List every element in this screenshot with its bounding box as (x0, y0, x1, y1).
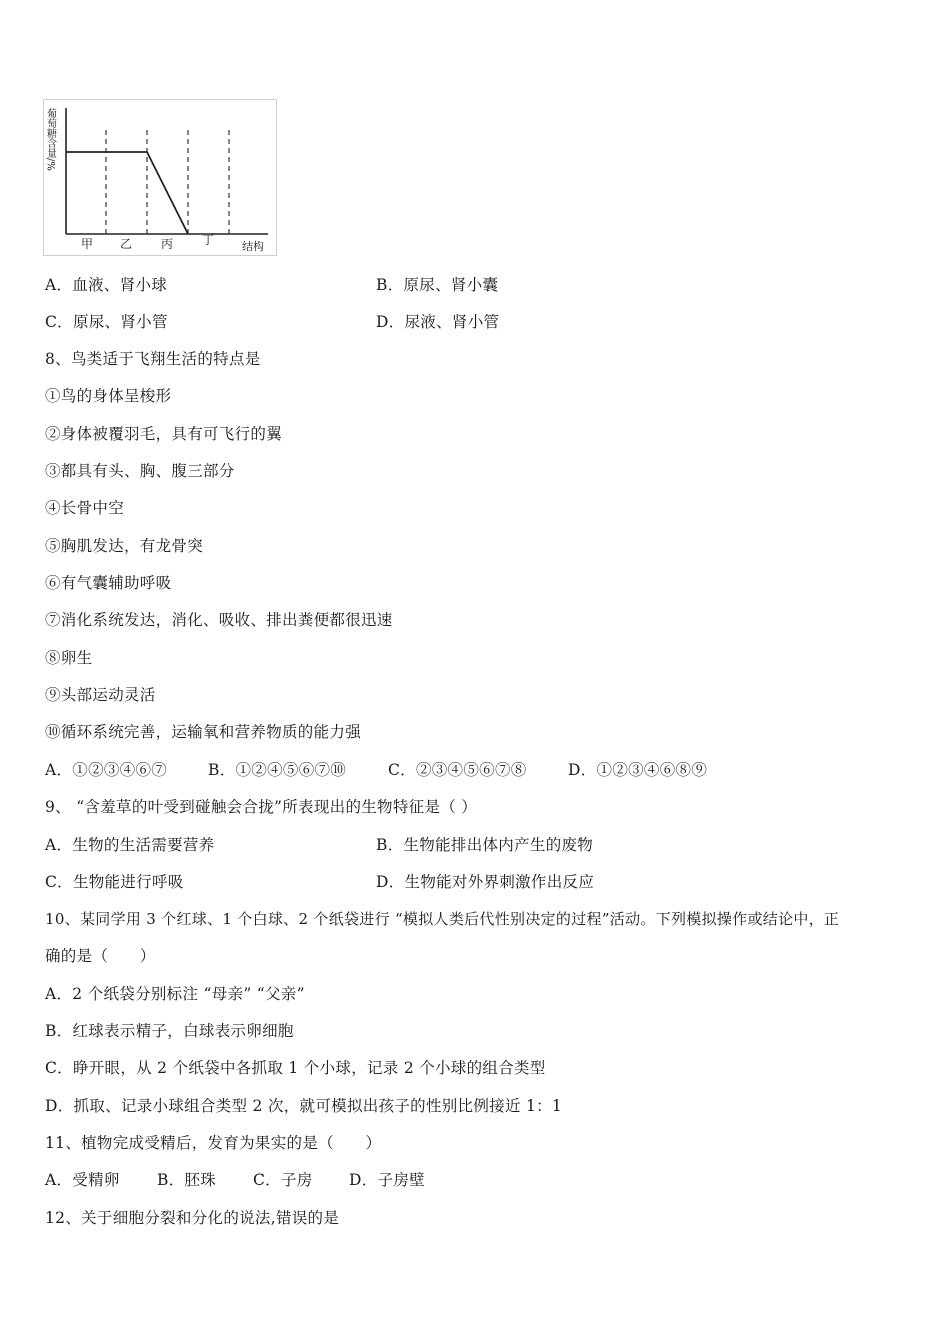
category-label-4: 丁 (202, 233, 215, 247)
glucose-series-line (66, 152, 188, 234)
q8-item-3: ③都具有头、胸、腹三部分 (45, 462, 235, 480)
q7-option-d: D．尿液、肾小管 (376, 313, 500, 331)
q10-option-a: A．2 个纸袋分别标注 “母亲” “父亲” (45, 985, 305, 1003)
q9-option-d: D．生物能对外界刺激作出反应 (376, 873, 595, 891)
q8-item-9: ⑨头部运动灵活 (45, 686, 156, 704)
q7-option-a: A．血液、肾小球 (45, 276, 168, 294)
q11-option-a: A．受精卵 (45, 1171, 120, 1189)
q10-option-b: B．红球表示精子，白球表示卵细胞 (45, 1022, 294, 1040)
y-axis-label: 葡萄糖含量/% (44, 108, 56, 171)
q8-item-8: ⑧卵生 (45, 649, 93, 667)
q9-option-a: A．生物的生活需要营养 (45, 836, 215, 854)
q8-option-a: A．①②③④⑥⑦ (45, 761, 168, 779)
q11-option-b: B．胚珠 (157, 1171, 217, 1189)
q8-stem: 8、鸟类适于飞翔生活的特点是 (45, 350, 261, 368)
q8-item-7: ⑦消化系统发达，消化、吸收、排出粪便都很迅速 (45, 611, 393, 629)
q9-stem: 9、 “含羞草的叶受到碰触会合拢”所表现出的生物特征是（ ） (45, 798, 478, 816)
x-axis-label: 结构 (242, 240, 264, 253)
category-label-3: 丙 (161, 237, 174, 251)
q11-option-d: D．子房壁 (349, 1171, 425, 1189)
glucose-figure (43, 99, 277, 256)
q8-item-10: ⑩循环系统完善，运输氧和营养物质的能力强 (45, 723, 362, 741)
q7-option-c: C．原尿、肾小管 (45, 313, 168, 331)
q8-item-1: ①鸟的身体呈梭形 (45, 387, 172, 405)
q7-option-b: B．原尿、肾小囊 (376, 276, 499, 294)
q8-item-5: ⑤胸肌发达，有龙骨突 (45, 537, 204, 555)
q10-stem-line-2: 确的是（ ） (45, 947, 156, 965)
category-label-2: 乙 (120, 237, 133, 251)
q12-stem: 12、关于细胞分裂和分化的说法,错误的是 (45, 1209, 340, 1227)
category-label-1: 甲 (81, 237, 94, 251)
q9-option-c: C．生物能进行呼吸 (45, 873, 184, 891)
q8-options (45, 760, 707, 780)
q10-stem-line-1: 10、某同学用 3 个红球、1 个白球、2 个纸袋进行 “模拟人类后代性别决定的过程”活动。下列模拟操作或结论中，正 (45, 910, 840, 928)
q8-item-2: ②身体被覆羽毛，具有可飞行的翼 (45, 425, 283, 443)
q8-item-6: ⑥有气囊辅助呼吸 (45, 574, 172, 592)
q11-stem: 11、植物完成受精后，发育为果实的是（ ） (45, 1134, 382, 1152)
q11-option-c: C．子房 (253, 1171, 313, 1189)
q10-option-d: D．抓取、记录小球组合类型 2 次，就可模拟出孩子的性别比例接近 1：1 (45, 1097, 563, 1115)
q11-options (45, 1170, 425, 1190)
q8-item-4: ④长骨中空 (45, 499, 125, 517)
q8-option-c: C．②③④⑤⑥⑦⑧ (388, 761, 527, 779)
q10-option-c: C．睁开眼，从 2 个纸袋中各抓取 1 个小球，记录 2 个小球的组合类型 (45, 1059, 546, 1077)
q9-option-b: B．生物能排出体内产生的废物 (376, 836, 594, 854)
q8-option-d: D．①②③④⑥⑧⑨ (568, 761, 708, 779)
q8-option-b: B．①②④⑤⑥⑦⑩ (208, 761, 347, 779)
glucose-line-chart (44, 100, 278, 257)
